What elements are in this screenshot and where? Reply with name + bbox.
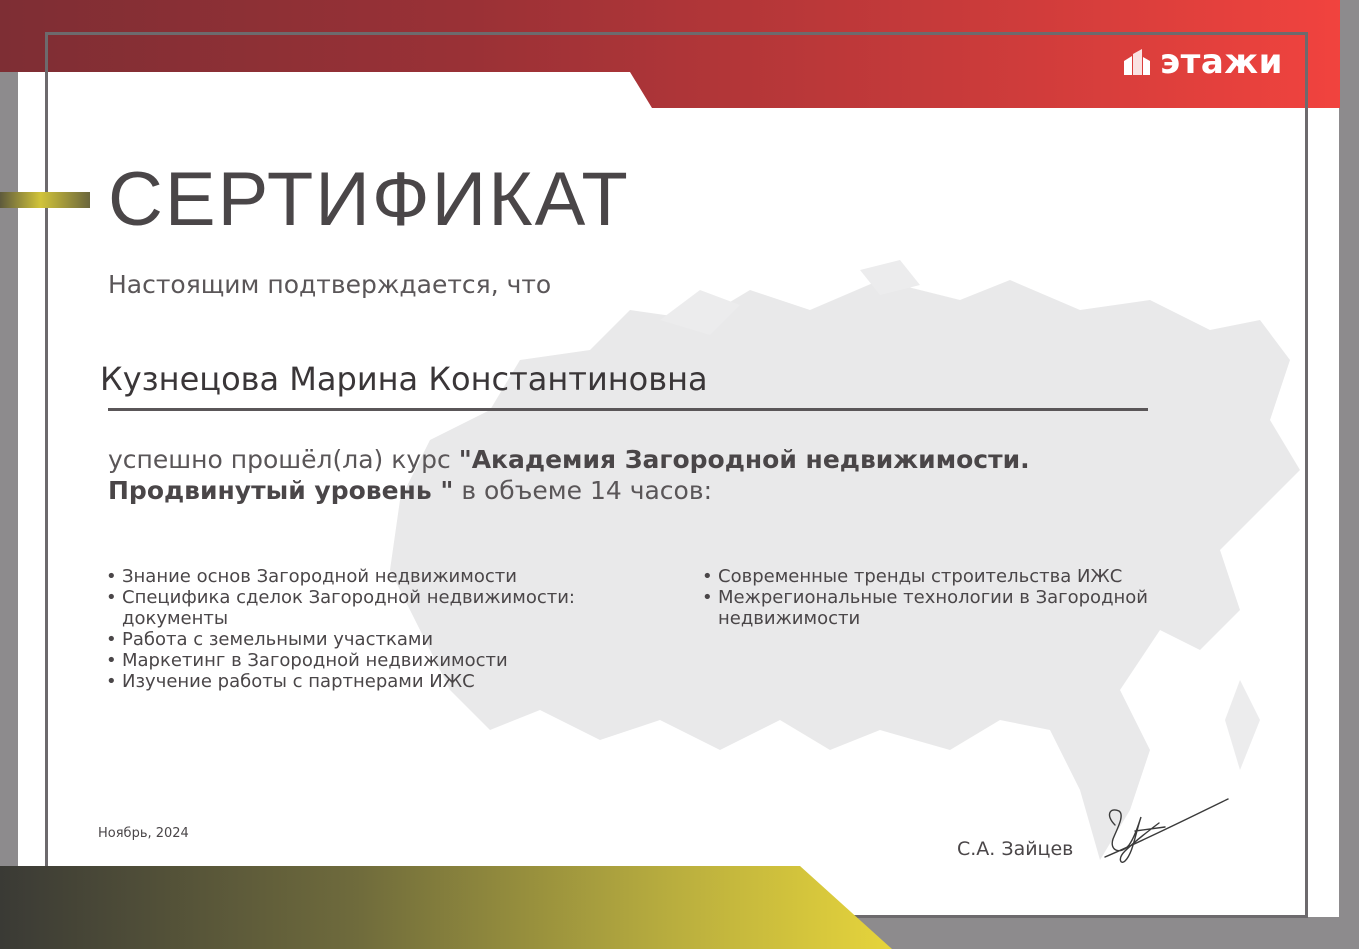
russia-map-watermark [360, 250, 1310, 870]
course-prefix: успешно прошёл(ла) курс [108, 445, 459, 474]
signer-name: С.А. Зайцев [957, 838, 1074, 860]
footer-yellow-band [0, 866, 892, 949]
list-item: • Специфика сделок Загородной недвижимости: документы [106, 587, 666, 629]
confirmation-text: Настоящим подтверждается, что [108, 270, 552, 299]
list-item: • Знание основ Загородной недвижимости [106, 566, 666, 587]
list-item: • Изучение работы с партнерами ИЖС [106, 671, 666, 692]
brand-logo [1122, 40, 1283, 84]
list-item: • Маркетинг в Загородной недвижимости [106, 650, 666, 671]
brand-logo-text: этажи [1160, 42, 1283, 82]
course-description [108, 444, 1148, 506]
topic-list-right [702, 566, 1222, 629]
list-item: • Межрегиональные технологии в Загородной недвижимости [702, 587, 1222, 629]
building-icon [1122, 47, 1152, 77]
topic-list-left [106, 566, 666, 692]
frame-right-bar [1339, 0, 1359, 949]
recipient-name: Кузнецова Марина Константиновна [100, 360, 708, 398]
list-item: • Работа с земельными участками [106, 629, 666, 650]
course-hours: в объеме 14 часов: [453, 476, 712, 505]
name-underline [108, 408, 1148, 411]
issue-date: Ноябрь, 2024 [98, 826, 189, 841]
certificate-title: СЕРТИФИКАТ [108, 157, 630, 242]
list-item: • Современные тренды строительства ИЖС [702, 566, 1222, 587]
signature-image [1095, 795, 1230, 865]
course-name: "Академия Загородной недвижимости. Продвинутый уровень " [108, 445, 1030, 505]
title-accent-bar [0, 192, 90, 208]
